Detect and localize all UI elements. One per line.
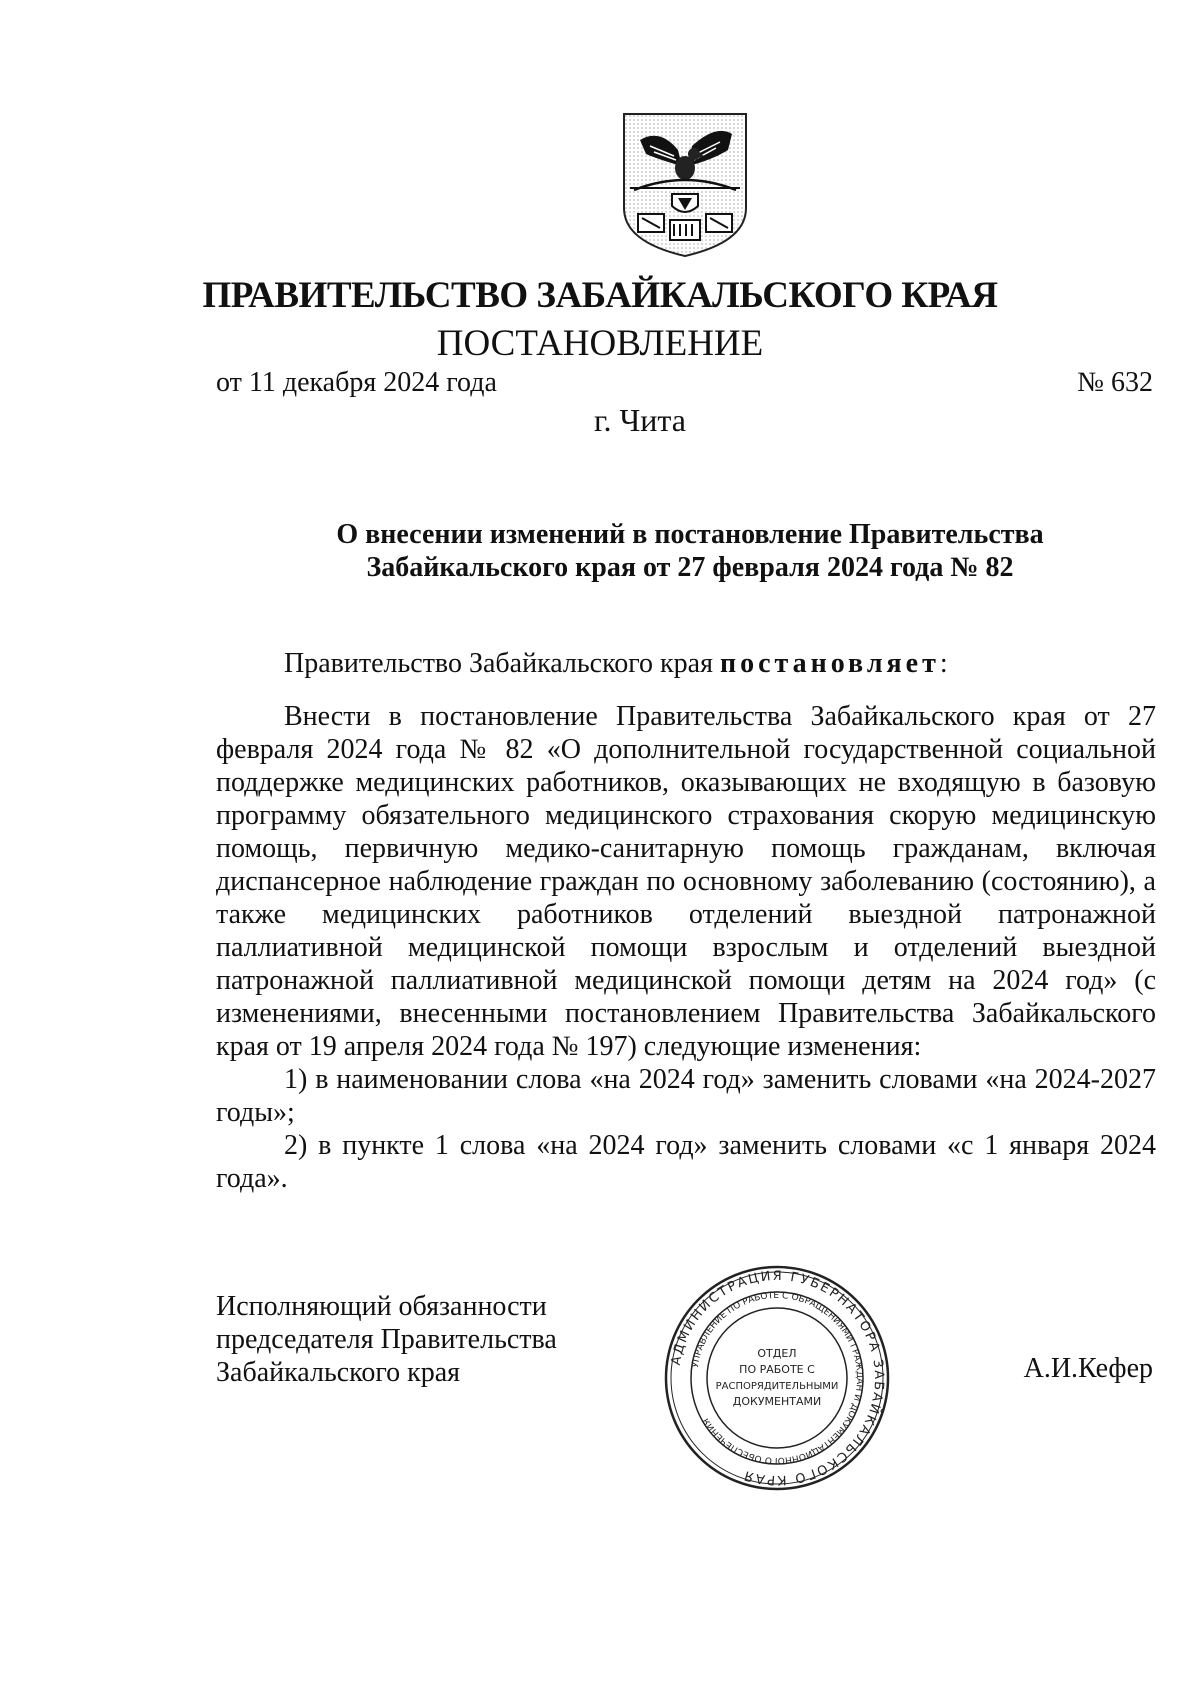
- signature-position-line-1: Исполняющий обязанности: [216, 1291, 547, 1322]
- official-stamp: [662, 1263, 892, 1493]
- preamble-emphasis: постановляет: [719, 648, 940, 679]
- government-title: ПРАВИТЕЛЬСТВО ЗАБАЙКАЛЬСКОГО КРАЯ: [202, 275, 998, 316]
- document-body: [216, 700, 1156, 1195]
- signature-position: [216, 1290, 557, 1389]
- subject-line-1: О внесении изменений в постановление Правительства: [336, 519, 1044, 550]
- signature-position-line-2: председателя Правительства: [216, 1324, 557, 1355]
- stamp-center-line-3: РАСПОРЯДИТЕЛЬНЫМИ: [715, 1381, 839, 1392]
- stamp-center-line-2: ПО РАБОТЕ С: [739, 1363, 815, 1376]
- coat-of-arms-icon: [620, 110, 750, 258]
- document-type: ПОСТАНОВЛЕНИЕ: [436, 323, 764, 364]
- svg-text:АДМИНИСТРАЦИЯ ГУБЕРНАТОРА ЗАБА: [669, 1269, 886, 1487]
- document-date: от 11 декабря 2024 года: [216, 367, 497, 398]
- preamble-text: Правительство Забайкальского края: [284, 648, 720, 679]
- stamp-center-line-4: ДОКУМЕНТАМИ: [732, 1395, 822, 1408]
- document-city: г. Чита: [593, 402, 686, 438]
- body-item-1: 1) в наименовании слова «на 2024 год» заменить словами «на 2024-2027 годы»;: [216, 1064, 1156, 1128]
- body-main-paragraph: Внести в постановление Правительства Забайкальского края от 27 февраля 2024 года № 82 «О дополнительной государственной социальной поддержке медицинских работников, оказывающих не входящую в базовую программу обязательного медицинского страхования скорую медицинскую помощь, первичную медико-санитарную помощь гражданам, включая диспансерное наблюдение граждан по основному заболеванию (состоянию), а также медицинских работников отделений выездной патронажной паллиативной медицинской помощи взрослым и отделений выездной патронажной паллиативной медицинской помощи детям на 2024 год» (с изменениями, внесенными постановлением Правительства Забайкальского края от 19 апреля 2024 года № 197) следующие изменения:: [216, 701, 1156, 1062]
- stamp-outer-text: АДМИНИСТРАЦИЯ ГУБЕРНАТОРА ЗАБАЙКАЛЬСКОГО КРАЯ: [668, 1268, 887, 1488]
- document-subject: [280, 518, 1100, 584]
- preamble-suffix: :: [939, 648, 948, 679]
- stamp-inner-ring-text: УПРАВЛЕНИЕ ПО РАБОТЕ С ОБРАЩЕНИЯМИ ГРАЖДАН И ДОКУМЕНТАЦИОННОГО ОБЕСПЕЧЕНИЯ: [690, 1290, 865, 1466]
- stamp-center-line-1: ОТДЕЛ: [757, 1347, 797, 1360]
- preamble: [284, 648, 948, 680]
- signatory-name: А.И.Кефер: [1023, 1353, 1153, 1384]
- document-number: № 632: [1077, 367, 1153, 398]
- body-item-2: 2) в пункте 1 слова «на 2024 год» заменить словами «с 1 января 2024 года».: [216, 1130, 1156, 1194]
- subject-line-2: Забайкальского края от 27 февраля 2024 года № 82: [366, 552, 1014, 583]
- svg-text:УПРАВЛЕНИЕ ПО РАБОТЕ С ОБРАЩЕН: [691, 1291, 864, 1465]
- signature-position-line-3: Забайкальского края: [216, 1357, 461, 1388]
